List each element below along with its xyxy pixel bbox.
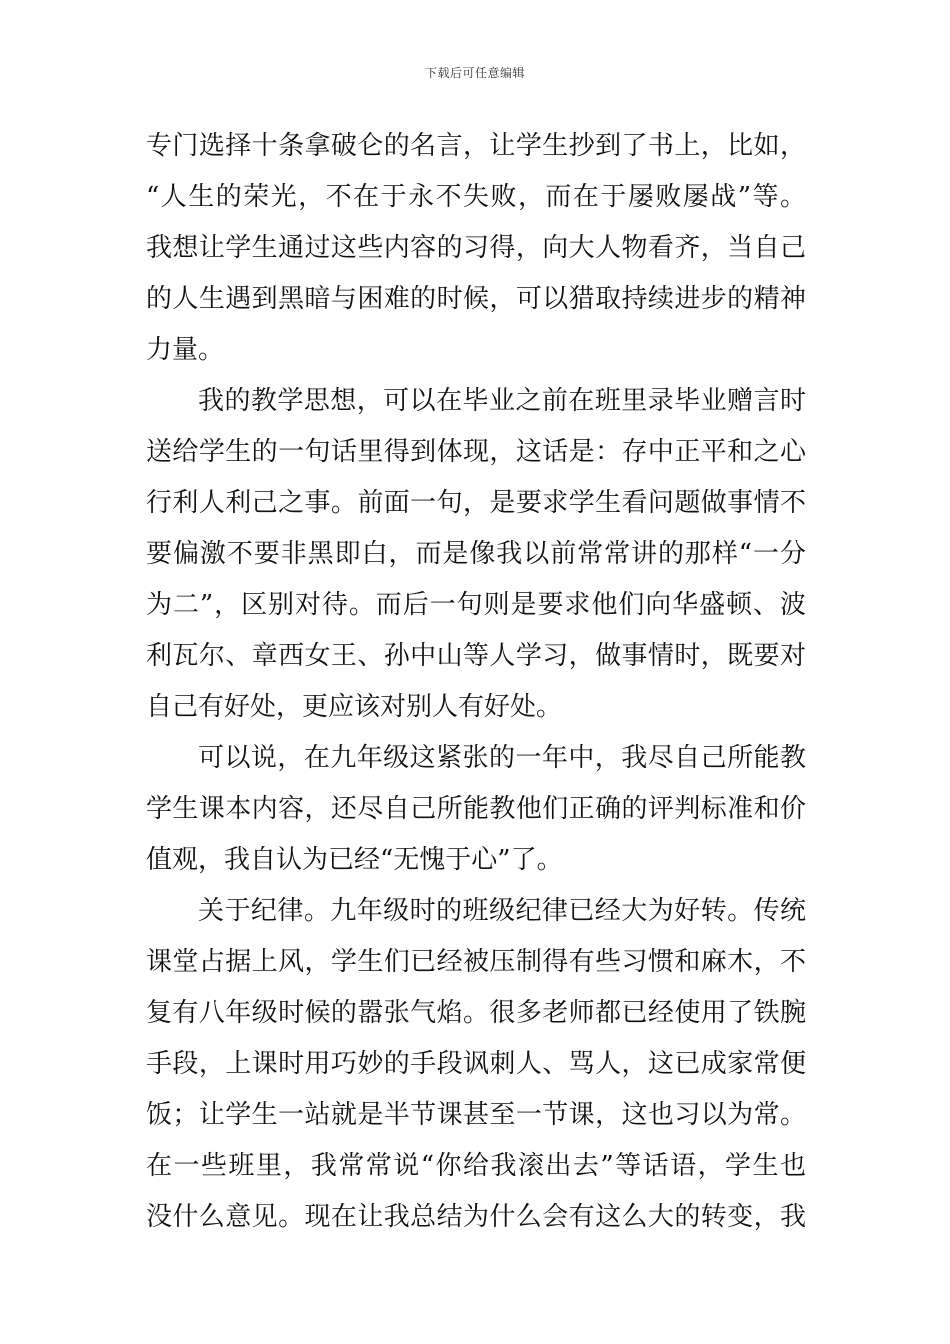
text-line: 学生课本内容，还尽自己所能教他们正确的评判标准和价 <box>146 794 806 824</box>
text-line: 复有八年级时候的嚣张气焰。很多老师都已经使用了铁腕 <box>146 998 806 1028</box>
text-line: 利瓦尔、章西女王、孙中山等人学习，做事情时，既要对 <box>146 641 806 671</box>
text-line: 的人生遇到黑暗与困难的时候，可以猎取持续进步的精神 <box>146 284 806 314</box>
page-header-note: 下载后可任意编辑 <box>424 66 525 80</box>
text-line: 手段，上课时用巧妙的手段讽刺人、骂人，这已成家常便 <box>146 1049 806 1079</box>
text-line: 送给学生的一句话里得到体现，这话是：存中正平和之心 <box>146 437 806 467</box>
text-line: “人生的荣光，不在于永不失败，而在于屡败屡战”等。 <box>146 182 806 212</box>
text-line: 值观，我自认为已经“无愧于心”了。 <box>146 845 563 875</box>
text-line: 在一些班里，我常常说“你给我滚出去”等话语，学生也 <box>146 1151 806 1181</box>
text-line: 我想让学生通过这些内容的习得，向大人物看齐，当自己 <box>146 233 806 263</box>
paragraph-first-line: 我的教学思想，可以在毕业之前在班里录毕业赠言时 <box>198 386 806 416</box>
text-line: 专门选择十条拿破仑的名言，让学生抄到了书上，比如， <box>146 131 806 161</box>
text-line: 行利人利己之事。前面一句，是要求学生看问题做事情不 <box>146 488 806 518</box>
text-line: 没什么意见。现在让我总结为什么会有这么大的转变，我 <box>146 1202 806 1232</box>
text-line: 课堂占据上风，学生们已经被压制得有些习惯和麻木，不 <box>146 947 806 977</box>
text-line: 自己有好处，更应该对别人有好处。 <box>146 692 563 722</box>
text-line: 力量。 <box>146 335 225 365</box>
body-text <box>146 129 806 1251</box>
paragraph-first-line: 可以说，在九年级这紧张的一年中，我尽自己所能教 <box>198 743 806 773</box>
text-line: 为二”，区别对待。而后一句则是要求他们向华盛顿、波 <box>146 590 806 620</box>
paragraph-first-line: 关于纪律。九年级时的班级纪律已经大为好转。传统 <box>198 896 806 926</box>
text-line: 要偏激不要非黑即白，而是像我以前常常讲的那样“一分 <box>146 539 806 569</box>
text-line: 饭；让学生一站就是半节课甚至一节课，这也习以为常。 <box>146 1100 806 1130</box>
